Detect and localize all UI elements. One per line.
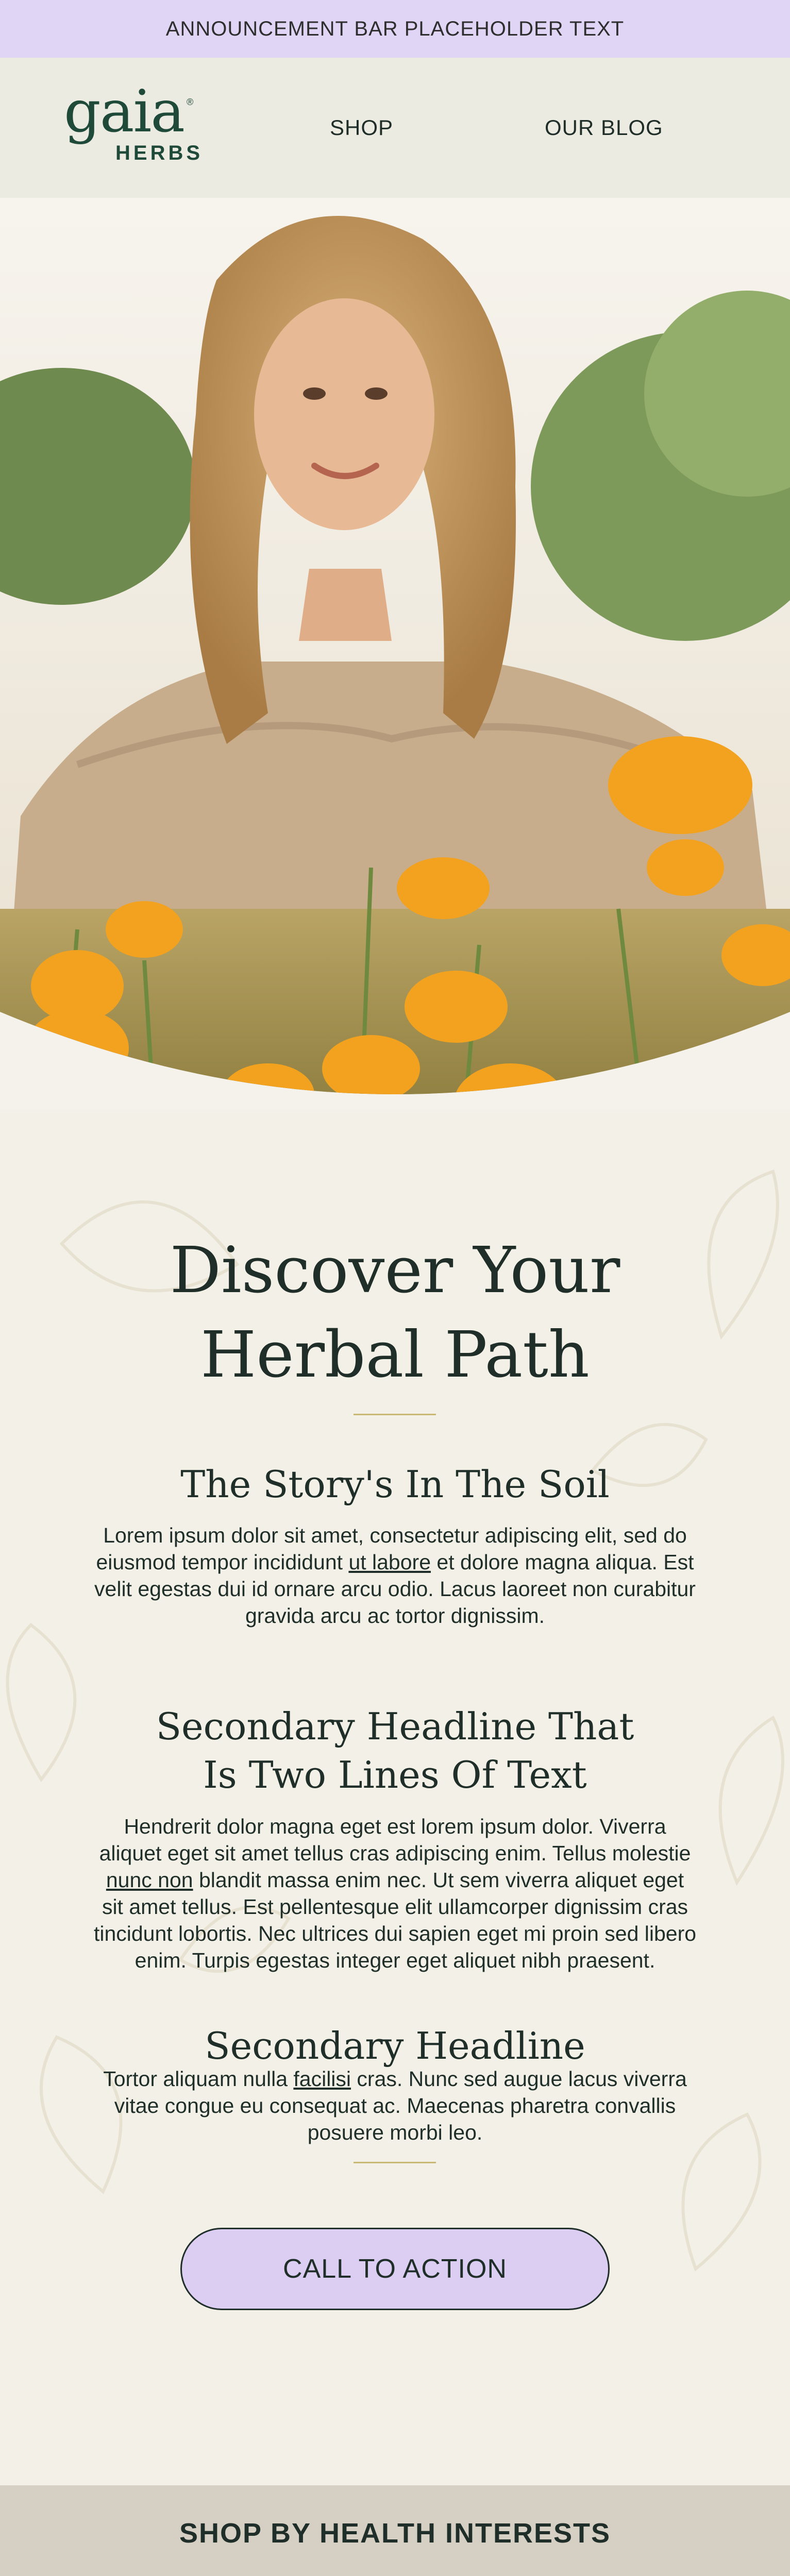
hero-illustration: [0, 198, 790, 1110]
nav-shop[interactable]: SHOP: [330, 115, 394, 140]
announcement-text: ANNOUNCEMENT BAR PLACEHOLDER TEXT: [165, 17, 625, 40]
content-section: [0, 1110, 790, 2485]
gaia-herbs-logo[interactable]: [64, 78, 208, 165]
call-to-action-button[interactable]: CALL TO ACTION: [180, 2228, 610, 2310]
section2-body-text-end: blandit massa enim nec. Ut sem viverra aliquet eget sit amet tellus. Est pellentesque elit ullamcorper dignissim cras tincidunt lobortis. Nec ultrices dui sapien eget mi proin sed libero enim. Turpis egestas integer eget aliquet nibh praesent.: [93, 1868, 697, 1972]
section2-heading: [0, 1702, 790, 1799]
health-interests-title: SHOP BY HEALTH INTERESTS: [179, 2518, 611, 2549]
section3-body-text-end: cras. Nunc sed augue lacus viverra vitae congue eu consequat ac. Maecenas pharetra convallis posuere morbi leo.: [114, 2067, 687, 2144]
section2-heading-line1: Secondary Headline That: [156, 1705, 634, 1748]
section3-body-text: Tortor aliquam nulla: [103, 2067, 294, 2091]
section2-body: [93, 1813, 697, 1974]
section1-body: [93, 1522, 697, 1629]
gold-divider: [354, 1414, 436, 1415]
section2-body-text: Hendrerit dolor magna eget est lorem ipsum dolor. Viverra aliquet eget sit amet tellus cras adipiscing enim. Tellus molestie: [99, 1815, 691, 1865]
gold-divider-2: [354, 2162, 436, 2163]
main-title-line2: Herbal Path: [200, 1318, 590, 1392]
section1-heading: The Story's In The Soil: [180, 1463, 610, 1506]
section1-link[interactable]: ut labore: [348, 1550, 431, 1574]
section3-heading: Secondary Headline: [205, 2024, 585, 2067]
section1-body-text: Lorem ipsum dolor sit amet, consectetur adipiscing elit, sed do eiusmod tempor incididunt: [96, 1523, 687, 1574]
announcement-bar: [0, 0, 790, 58]
logo-word: gaia: [64, 78, 184, 145]
section3-link[interactable]: facilisi: [293, 2067, 351, 2091]
hero-image: [0, 198, 790, 1110]
logo-registered-mark: ®: [187, 97, 194, 107]
main-title-line1: Discover Your: [170, 1233, 620, 1308]
nav-our-blog[interactable]: OUR BLOG: [545, 115, 663, 140]
header: [0, 58, 790, 198]
logo-sub: HERBS: [115, 142, 204, 164]
main-title: [0, 1228, 790, 1397]
section1-body-text-end: et dolore magna aliqua. Est velit egestas dui id ornare arcu odio. Lacus laoreet non curabitur gravida arcu ac tortor dignissim.: [94, 1550, 696, 1628]
section3-body: [93, 2065, 697, 2146]
section2-link[interactable]: nunc non: [106, 1868, 193, 1892]
section2-heading-line2: Is Two Lines Of Text: [203, 1753, 587, 1797]
health-interests-section: [0, 2485, 790, 2576]
